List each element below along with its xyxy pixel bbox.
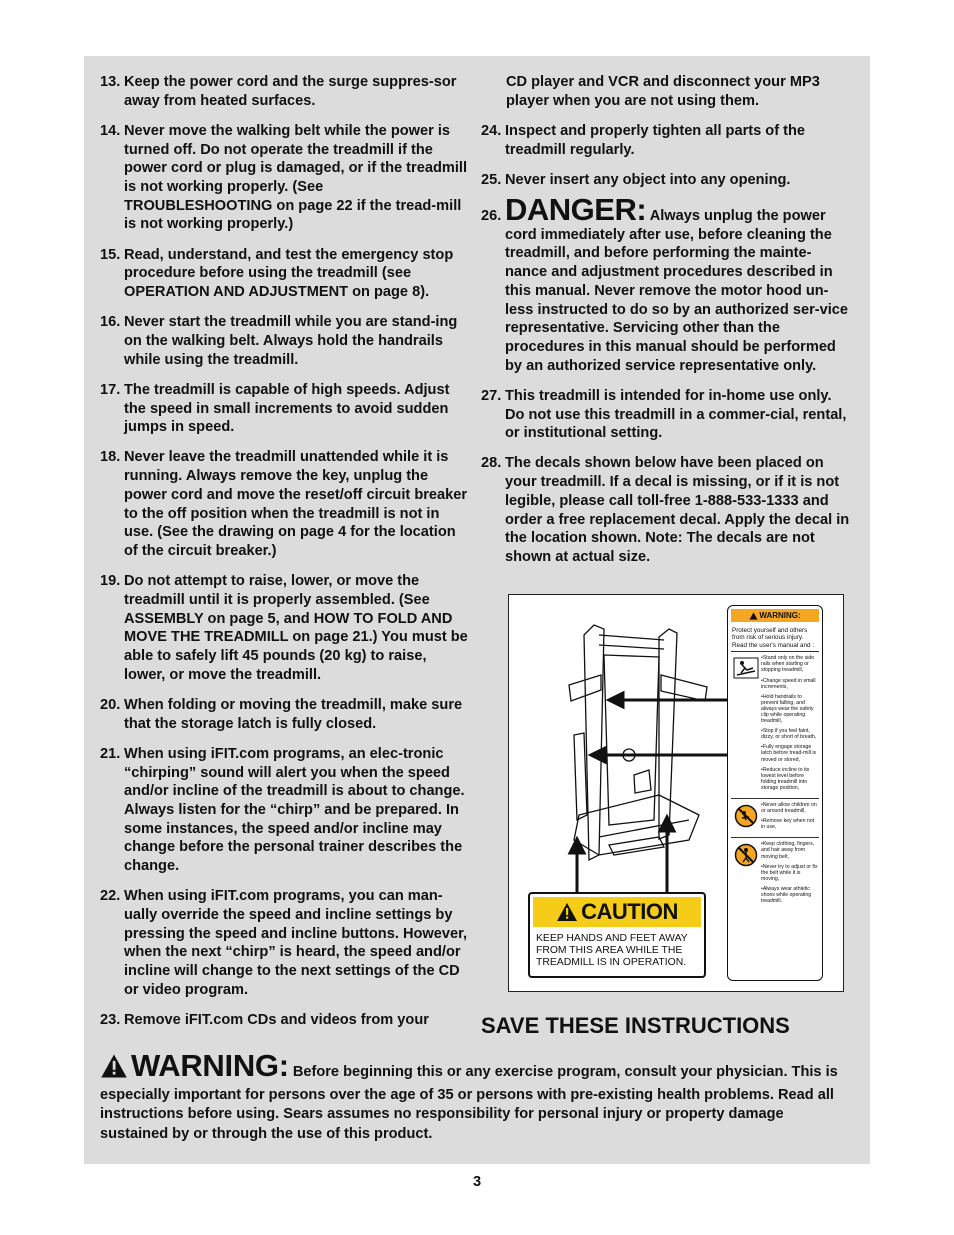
caution-header: CAUTION (533, 897, 701, 927)
save-instructions-heading: SAVE THESE INSTRUCTIONS (481, 1013, 790, 1038)
danger-text: Always unplug the power cord immediately after use, before cleaning the treadmill, and before performing the mainte-nance and adjustment procedures described in this manual. Never remove the motor hood un-less instructed to do so by an authorized ser-vice representative. Servicing other than the procedures in this manual should be performed by an authorized service representative only. (505, 208, 849, 374)
warning-notice (100, 1048, 855, 1144)
left-column (100, 73, 468, 1041)
warning-triangle-icon (749, 612, 758, 620)
warning-text: Before beginning this or any exercise program, consult your physician. This is especially important for persons over the age of 35 or persons with pre-existing health problems. Read all instructions before using. Sears assumes no responsibility for personal injury or property damage sustained by or through the use of this product. (100, 1064, 838, 1142)
list-item: 23. Remove iFIT.com CDs and videos from your (100, 1011, 429, 1028)
warning-decal-header: WARNING: (731, 609, 819, 622)
list-item: 25. Never insert any object into any opening. (481, 171, 791, 188)
right-column (481, 73, 851, 578)
danger-item: 26. DANGER: Always unplug the power cord immediately after use, before cleaning the treadmill, and before performing the mainte-nance and adjustment procedures described in this manual. Never remove the motor hood un-less instructed to do so by an authorized ser-vice representative. Servicing other than the procedures in this manual should be performed by an authorized service representative only. (481, 192, 849, 374)
list-item: 19. Do not attempt to raise, lower, or move the treadmill until it is properly assembled. (See ASSEMBLY on page 5, and HOW TO FOLD AND MOVE THE TREADMILL on page 21.) You must be able to safely lift 45 pounds (20 kg) to raise, lower, or move the treadmill. (100, 573, 468, 683)
list-item: 15. Read, understand, and test the emergency stop procedure before using the treadmill (see OPERATION AND ADJUSTMENT on page 8). (100, 246, 454, 301)
warning-triangle-icon (100, 1053, 128, 1079)
warning-decal-intro: Protect yourself and others from risk of serious injury. Read the user's manual and : (732, 627, 815, 649)
decal-figure (508, 594, 844, 992)
caution-decal (528, 892, 706, 978)
list-item: 16. Never start the treadmill while you are stand-ing on the walking belt. Always hold the handrails while using the treadmill. (100, 314, 458, 368)
list-item-continuation: CD player and VCR and disconnect your MP3 player when you are not using them. (506, 74, 820, 109)
list-item: 17. The treadmill is capable of high speeds. Adjust the speed in small increments to avoid sudden jumps in speed. (100, 381, 450, 436)
list-item: 13. Keep the power cord and the surge suppres-sor away from heated surfaces. (100, 74, 457, 109)
warning-triangle-icon (556, 902, 578, 922)
warning-group: •Stand only on the side rails when starting or stopping treadmill, •Change speed in small increments, •Hold handrails to prevent falling, and always wear the safety clip while operating treadmill, •Stop if you feel faint, dizzy, or short of breath, •Fully engage storage latch before tread-mill is moved or stored, •Reduce incline to its lowest level before folding treadmill into storage position, (731, 651, 819, 798)
list-item: 18. Never leave the treadmill unattended while it is running. Always remove the key, unplug the power cord and move the reset/off circuit breaker to the off position when the treadmill is not in use. (See the drawing on page 4 for the location of the circuit breaker.) (100, 449, 468, 559)
list-item: 20. When folding or moving the treadmill, make sure that the storage latch is fully closed. (100, 696, 463, 732)
warning-group: •Never allow children on or around treadmill, •Remove key when not in use, (731, 798, 819, 837)
list-item: 28. The decals shown below have been placed on your treadmill. If a decal is missing, or if it is not legible, please call toll-free 1-888-533-1333 and order a free replacement decal. Apply the decal in the location shown. Note: The decals are not shown at actual size. (481, 455, 850, 565)
list-item: 27. This treadmill is intended for in-home use only. Do not use this treadmill in a commer-cial, rental, or institutional setting. (481, 387, 847, 442)
moving-belt-icon (734, 843, 758, 867)
caution-text: KEEP HANDS AND FEET AWAY FROM THIS AREA WHILE THE TREADMILL IS IN OPERATION. (536, 933, 688, 968)
warning-decal (727, 605, 823, 981)
warning-heading: WARNING: (131, 1048, 289, 1083)
list-item: 21. When using iFIT.com programs, an elec-tronic “chirping” sound will alert you when the speed and/or incline of the treadmill is about to change. Always listen for the “chirp” and be prepared. In some instances, the speed and/or incline may change before the personal trainer describes the change. (100, 745, 465, 875)
list-item: 24. Inspect and properly tighten all parts of the treadmill regularly. (481, 122, 806, 158)
danger-heading: DANGER: (505, 192, 647, 228)
page-number: 3 (472, 1174, 482, 1190)
fall-hazard-icon (733, 657, 759, 679)
no-children-icon (734, 804, 758, 828)
warning-group: •Keep clothing, fingers, and hair away from moving belt, •Never try to adjust or fix the belt while it is moving, •Always wear athletic shoes while operating treadmill. (731, 837, 819, 911)
list-item: 22. When using iFIT.com programs, you can man-ually override the speed and incline settings by pressing the speed and incline buttons. However, when the next “chirp” is heard, the speed and/or incline will change to the next settings of the CD or video program. (100, 888, 468, 998)
list-item: 14. Never move the walking belt while the power is turned off. Do not operate the treadmill if the power cord or plug is damaged, or if the treadmill is not working properly. (See TROUBLESHOOTING on page 22 if the tread-mill is not working properly.) (100, 122, 468, 233)
